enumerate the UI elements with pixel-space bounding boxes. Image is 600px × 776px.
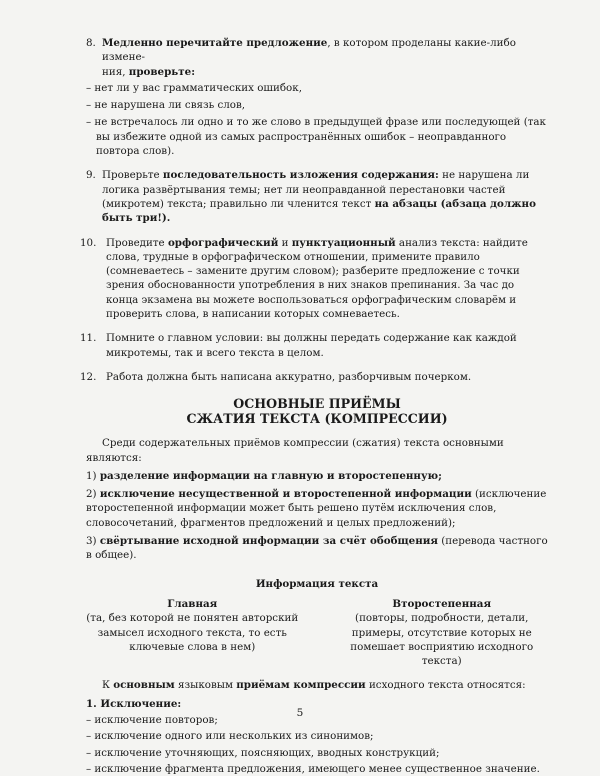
methods-list bbox=[86, 469, 548, 563]
item-number: 12. bbox=[80, 370, 97, 383]
method-item: 1) разделение информации на главную и второстепенную; bbox=[86, 469, 442, 482]
info-secondary-title: Второстепенная bbox=[392, 597, 492, 610]
instruction-12 bbox=[80, 370, 548, 384]
item-number: 9. bbox=[86, 169, 96, 182]
info-secondary-column bbox=[335, 597, 548, 668]
info-columns bbox=[86, 597, 548, 668]
exclusion-title: 1. Исключение: bbox=[86, 697, 182, 710]
instruction-8 bbox=[86, 36, 548, 79]
item-text: Проверьте последовательность изложения содержания: не нарушена ли логика развёртывания темы; нет ли неоправданной перестановки частей (микротем) текста; правильно ли членится текст на абзацы (абзаца должно быть три!). bbox=[102, 169, 536, 225]
list-item: – исключение фрагмента предложения, имеющего менее существенное значение. bbox=[86, 762, 540, 775]
item-text: Проведите орфографический и пунктуационный анализ текста: найдите слова, трудные в орфографическом отношении, примените правило (сомневаетесь – замените другим словом); разберите предложение с точки зрения обоснованности употребления в них знаков препинания. За час до конца экзамена вы можете воспользоваться орфографическим словарём и проверить слова, в написании которых сомневаетесь. bbox=[106, 236, 528, 321]
list-item: – не нарушена ли связь слов, bbox=[86, 99, 246, 112]
info-main-text: (та, без которой не понятен авторский замысел исходного текста, то есть ключевые слова в нем) bbox=[86, 612, 299, 653]
item-number: 8. bbox=[86, 37, 96, 49]
list-item: – нет ли у вас грамматических ошибок, bbox=[86, 81, 302, 94]
info-secondary-text: (повторы, подробности, детали, примеры, отсутствие которых не помешает восприятию исходного текста) bbox=[350, 612, 534, 668]
item-number: 11. bbox=[80, 332, 97, 345]
instruction-10 bbox=[80, 236, 548, 322]
info-title: Информация текста bbox=[255, 577, 379, 590]
instruction-11 bbox=[80, 331, 548, 360]
method-item: 3) свёртывание исходной информации за счёт обобщения (перевода частного в общее). bbox=[86, 535, 548, 562]
list-item-continuation: вы избежите одной из самых распространённых ошибок – неоправданного повтора слов). bbox=[96, 130, 507, 158]
instruction-9 bbox=[86, 168, 548, 225]
item-text: Помните о главном условии: вы должны передать содержание как каждой микротемы, так и всего текста в целом. bbox=[106, 332, 517, 359]
list-item: – исключение уточняющих, поясняющих, вводных конструкций; bbox=[86, 746, 440, 759]
section-heading: ОСНОВНЫЕ ПРИЁМЫ СЖАТИЯ ТЕКСТА (КОМПРЕССИИ) bbox=[186, 396, 448, 427]
item-text: Медленно перечитайте предложение, в котором проделаны какие-либо измене- ния, проверьте: bbox=[102, 37, 516, 78]
compression-intro: К основным языковым приёмам компрессии исходного текста относятся: bbox=[102, 679, 526, 692]
intro-paragraph: Среди содержательных приёмов компрессии (сжатия) текста основными являются: bbox=[86, 437, 504, 464]
info-main-column bbox=[86, 597, 299, 668]
info-main-title: Главная bbox=[167, 597, 218, 610]
item-number: 10. bbox=[80, 236, 97, 249]
list-item: – исключение одного или нескольких из синонимов; bbox=[86, 730, 374, 743]
check-list bbox=[86, 81, 548, 158]
item-text: Работа должна быть написана аккуратно, разборчивым почерком. bbox=[106, 370, 472, 383]
list-item: – не встречалось ли одно и то же слово в предыдущей фразе или последующей (так bbox=[86, 116, 546, 129]
page-number: 5 bbox=[296, 707, 304, 719]
method-item: 2) исключение несущественной и второстепенной информации (исключение второстепенной информации может быть решено путём исключения слов, словосочетаний, фрагментов предложений и целых предложений); bbox=[86, 488, 547, 529]
list-item: – исключение повторов; bbox=[86, 713, 218, 726]
